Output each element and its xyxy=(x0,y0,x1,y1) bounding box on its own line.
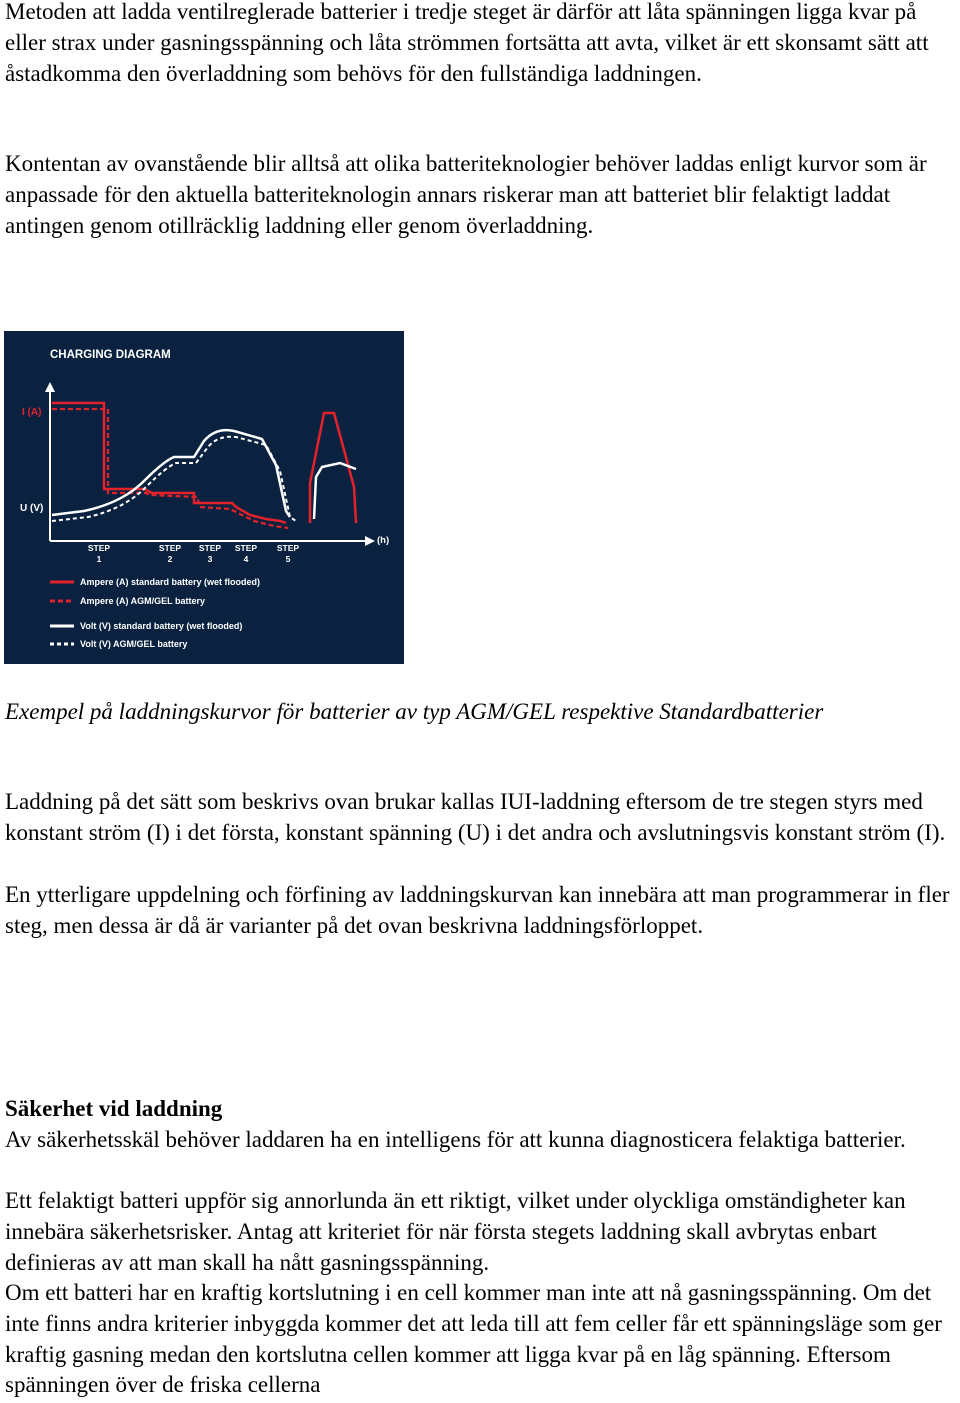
paragraph-safety-3: Om ett batteri har en kraftig kortslutning i en cell kommer man inte att nå gasningsspänning. Om det inte finns andra kriterier inbyggda kommer det att leda till att fem celler får ett spänningsläge som ger kraftig gasning medan den kortslutna cellen kommer att ligga kvar på en låg spänning. Eftersom spänningen över de friska cellerna xyxy=(5,1280,942,1398)
paragraph-intro: Metoden att ladda ventilreglerade batterier i tredje steget är därför att låta spänningen ligga kvar på eller strax under gasningsspänning och låta strömmen fortsätta att avta, vilket är ett skonsamt sätt att åstadkomma den överladdning som behövs för den fullständiga laddningen. xyxy=(5,0,929,86)
paragraph-refinement: En ytterligare uppdelning och förfining av laddningskurvan kan innebära att man programmerar in fler steg, men dessa är då är varianter på det ovan beskrivna laddningsförloppet. xyxy=(5,882,950,938)
legend-voltage-standard: Volt (V) standard battery (wet flooded) xyxy=(80,621,243,631)
axis-label-current: I (A) xyxy=(22,407,42,418)
step-number: 4 xyxy=(243,554,249,564)
step-label: STEP xyxy=(87,543,111,553)
step-label: STEP xyxy=(198,543,222,553)
legend-current-agm: Ampere (A) AGM/GEL battery xyxy=(80,596,206,606)
legend-voltage-agm: Volt (V) AGM/GEL battery xyxy=(80,639,188,649)
step-label: STEP xyxy=(158,543,182,553)
step-number: 1 xyxy=(96,554,102,564)
step-number: 3 xyxy=(207,554,213,564)
diagram-background xyxy=(4,331,404,664)
paragraph-safety-2: Ett felaktigt batteri uppför sig annorlunda än ett riktigt, vilket under olyckliga omständigheter kan innebära säkerhetsrisker. Antag att kriteriet för när första stegets laddning skall avbrytas enbart definieras av att man skall ha nått gasningsspänning. xyxy=(5,1188,906,1275)
paragraph-iui: Laddning på det sätt som beskrivs ovan brukar kallas IUI-laddning eftersom de tre stegen styrs med konstant ström (I) i det första, konstant spänning (U) i det andra och avslutningsvis konstant ström (I). xyxy=(5,789,946,845)
step-label: STEP xyxy=(276,543,300,553)
section-heading: Säkerhet vid laddning xyxy=(5,1096,223,1121)
paragraph-conclusion: Kontentan av ovanstående blir alltså att olika batteriteknologier behöver laddas enligt kurvor som är anpassade för den aktuella batteriteknologin annars riskerar man att batteriet blir felaktigt laddat antingen genom otillräcklig laddning eller genom överladdning. xyxy=(5,151,927,238)
step-label: STEP xyxy=(234,543,258,553)
step-number: 2 xyxy=(167,554,173,564)
figure-caption: Exempel på laddningskurvor för batterier av typ AGM/GEL respektive Standardbatterier xyxy=(5,699,824,724)
axis-label-time: (h) xyxy=(377,535,390,546)
diagram-title: CHARGING DIAGRAM xyxy=(50,349,171,361)
paragraph-safety-1: Av säkerhetsskäl behöver laddaren ha en intelligens för att kunna diagnosticera felaktiga batterier. xyxy=(5,1127,906,1152)
legend-current-standard: Ampere (A) standard battery (wet flooded) xyxy=(80,577,261,587)
charging-diagram xyxy=(4,331,404,664)
step-number: 5 xyxy=(285,554,291,564)
axis-label-voltage: U (V) xyxy=(20,503,44,514)
